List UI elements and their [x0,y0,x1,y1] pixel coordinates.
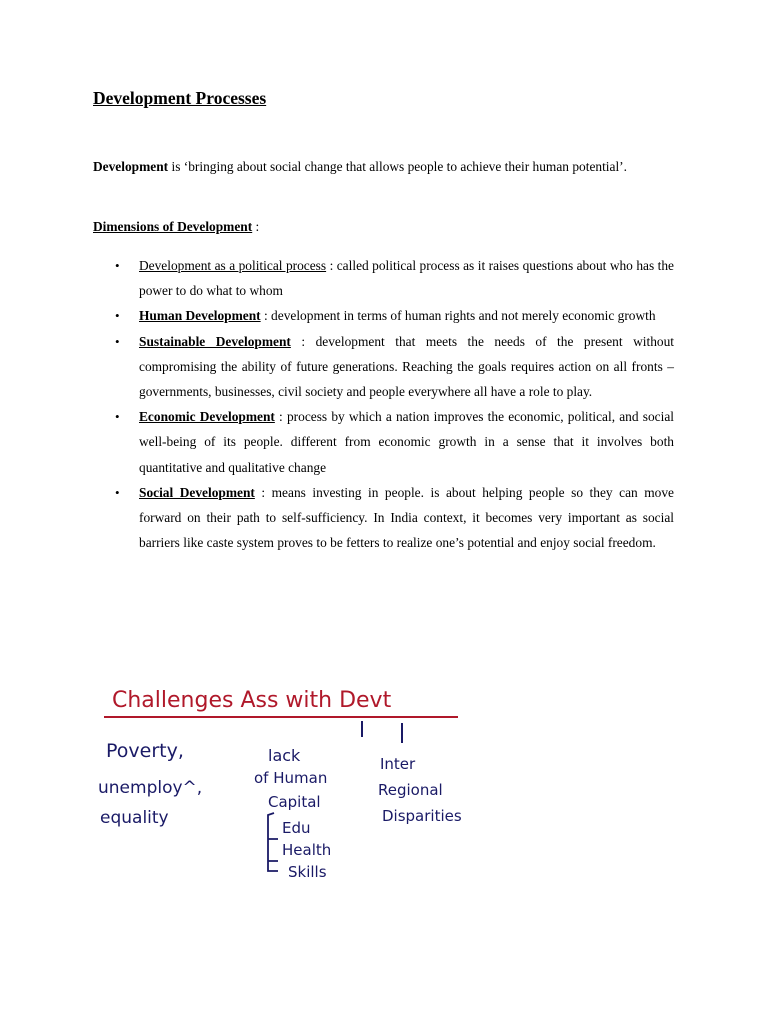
dimension-text: : development in terms of human rights and not merely economic growth [260,308,656,324]
sketch-text: Regional [378,781,443,799]
bullet-icon: • [115,409,120,425]
dimension-text: : process by which a nation improves the economic, political, and social well-being of its people. different from economic growth in a sense that it involves both quantitative and qualitative change [139,409,674,475]
sketch-text: Poverty, [106,740,184,762]
dimensions-heading: Dimensions of Development [93,219,253,234]
sketch-heading: Challenges Ass with Devt [112,688,392,713]
bullet-icon: • [115,308,120,324]
sketch-text: Capital [268,793,321,811]
sketch-text: unemploy^, [98,778,203,798]
intro-term: Development [93,159,169,174]
sketch-bracket [268,813,278,871]
dimension-term: Sustainable Development [139,333,291,349]
sketch-branch-2 [254,746,331,881]
intro-text: is ‘bringing about social change that allows people to achieve their human potential’. [168,159,627,174]
sketch-text: Inter [380,755,416,773]
bullet-icon: • [115,333,120,349]
intro-paragraph [93,154,674,179]
dimension-text: : means investing in people. is about helping people so they can move forward on their path to self-sufficiency. In India context, it becomes very important as social barriers like caste system proves to be fetters to realize one’s potential and enjoy social freedom. [139,484,674,551]
dimensions-heading-line [93,217,259,237]
dimension-term: Social Development [139,484,255,500]
dimensions-list [0,253,768,555]
dimension-text: : called political process as it raises questions about who has the power to do what to whom [139,258,674,299]
sketch-text: lack [268,746,301,765]
sketch-text: of Human [254,769,328,787]
dimension-term: Human Development [139,308,261,324]
bullet-icon: • [115,258,120,273]
dimension-term: Development as a political process [139,258,327,273]
dimension-text: : development that meets the needs of the present without compromising the ability of future generations. Reaching the goals requires action on all fronts – governments, businesses, civil society and people everywhere all have a role to play. [139,333,674,400]
dimension-term: Economic Development [139,409,275,425]
dimension-item [115,480,674,556]
sketch-branch-1 [98,740,202,828]
dimensions-suffix: : [252,219,260,234]
dimension-item [115,253,674,303]
bullet-icon: • [115,484,120,500]
sketch-text: Skills [288,863,327,881]
handwritten-sketch [92,665,492,887]
sketch-text: Health [282,841,332,859]
document-title: Development Processes [93,88,267,108]
dimension-item [115,329,674,405]
dimension-item [115,303,674,328]
sketch-branch-3 [378,755,462,825]
dimension-item [115,404,674,480]
sketch-text: equality [100,808,169,828]
sketch-text: Disparities [382,807,462,825]
sketch-text: Edu [282,819,311,837]
